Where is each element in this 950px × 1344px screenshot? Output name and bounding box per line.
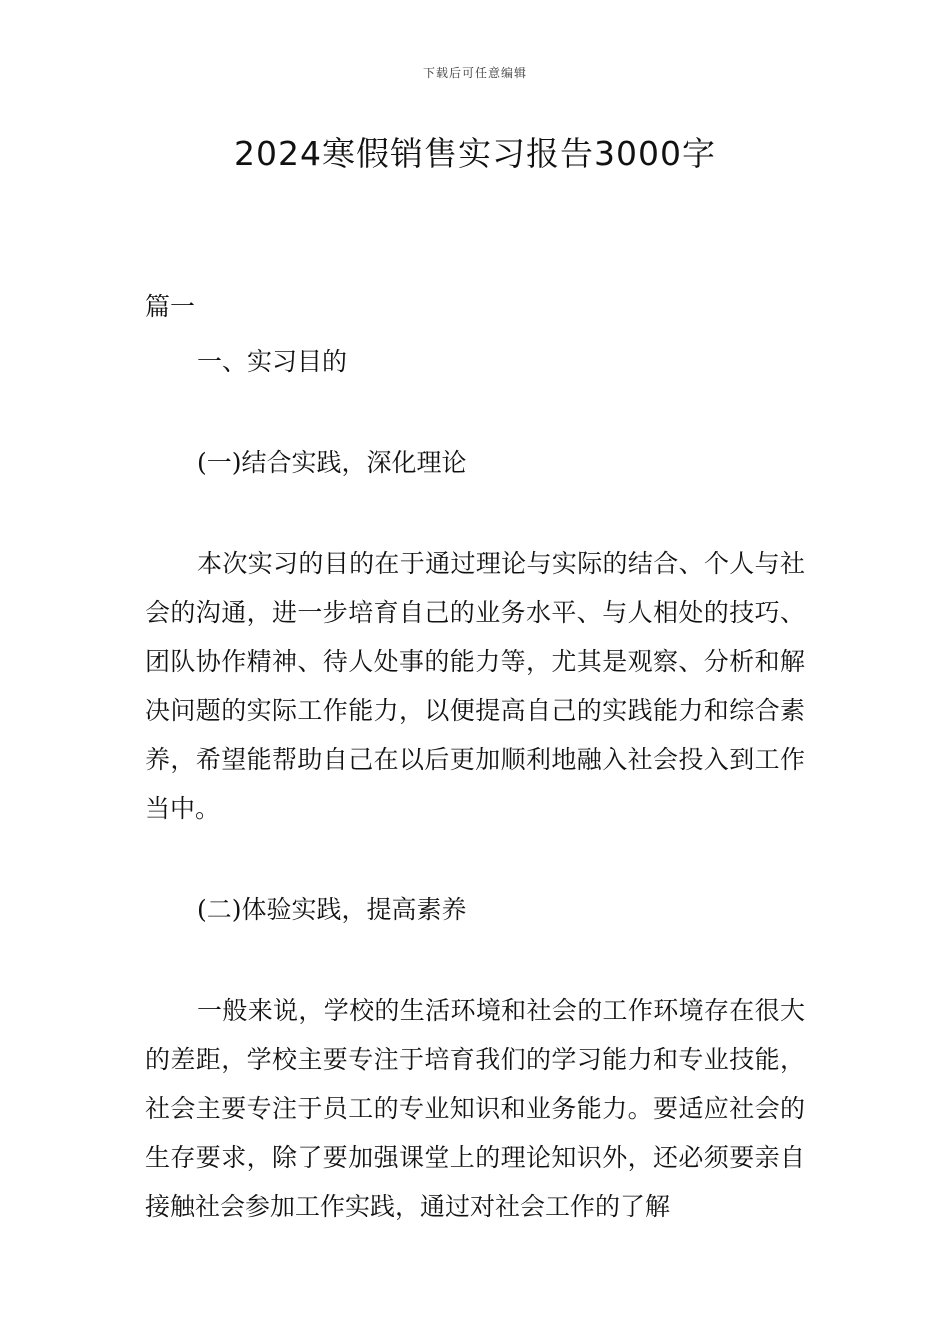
part-label: 篇一 [145,292,196,321]
document-body [145,282,805,1231]
spacer [145,487,805,539]
sub-heading-theory: (一)结合实践，深化理论 [197,448,467,477]
spacer [145,833,805,885]
paragraph-practice: 一般来说，学校的生活环境和社会的工作环境存在很大的差距，学校主要专注于培育我们的学习能力和专业技能，社会主要专注于员工的专业知识和业务能力。要适应社会的生存要求，除了要加强课堂上的理论知识外，还必须要亲自接触社会参加工作实践，通过对社会工作的了解 [145,996,805,1221]
spacer [145,386,805,438]
sub-heading-practice: (二)体验实践，提高素养 [197,895,467,924]
document-title: 2024寒假销售实习报告3000字 [234,134,716,173]
spacer [145,934,805,986]
header-note: 下载后可任意编辑 [422,66,527,80]
section-heading-purpose: 一、实习目的 [197,347,348,376]
paragraph-theory: 本次实习的目的在于通过理论与实际的结合、个人与社会的沟通，进一步培育自己的业务水平、与人相处的技巧、团队协作精神、待人处事的能力等，尤其是观察、分析和解决问题的实际工作能力，以便提高自己的实践能力和综合素养，希望能帮助自己在以后更加顺利地融入社会投入到工作当中。 [145,549,805,823]
